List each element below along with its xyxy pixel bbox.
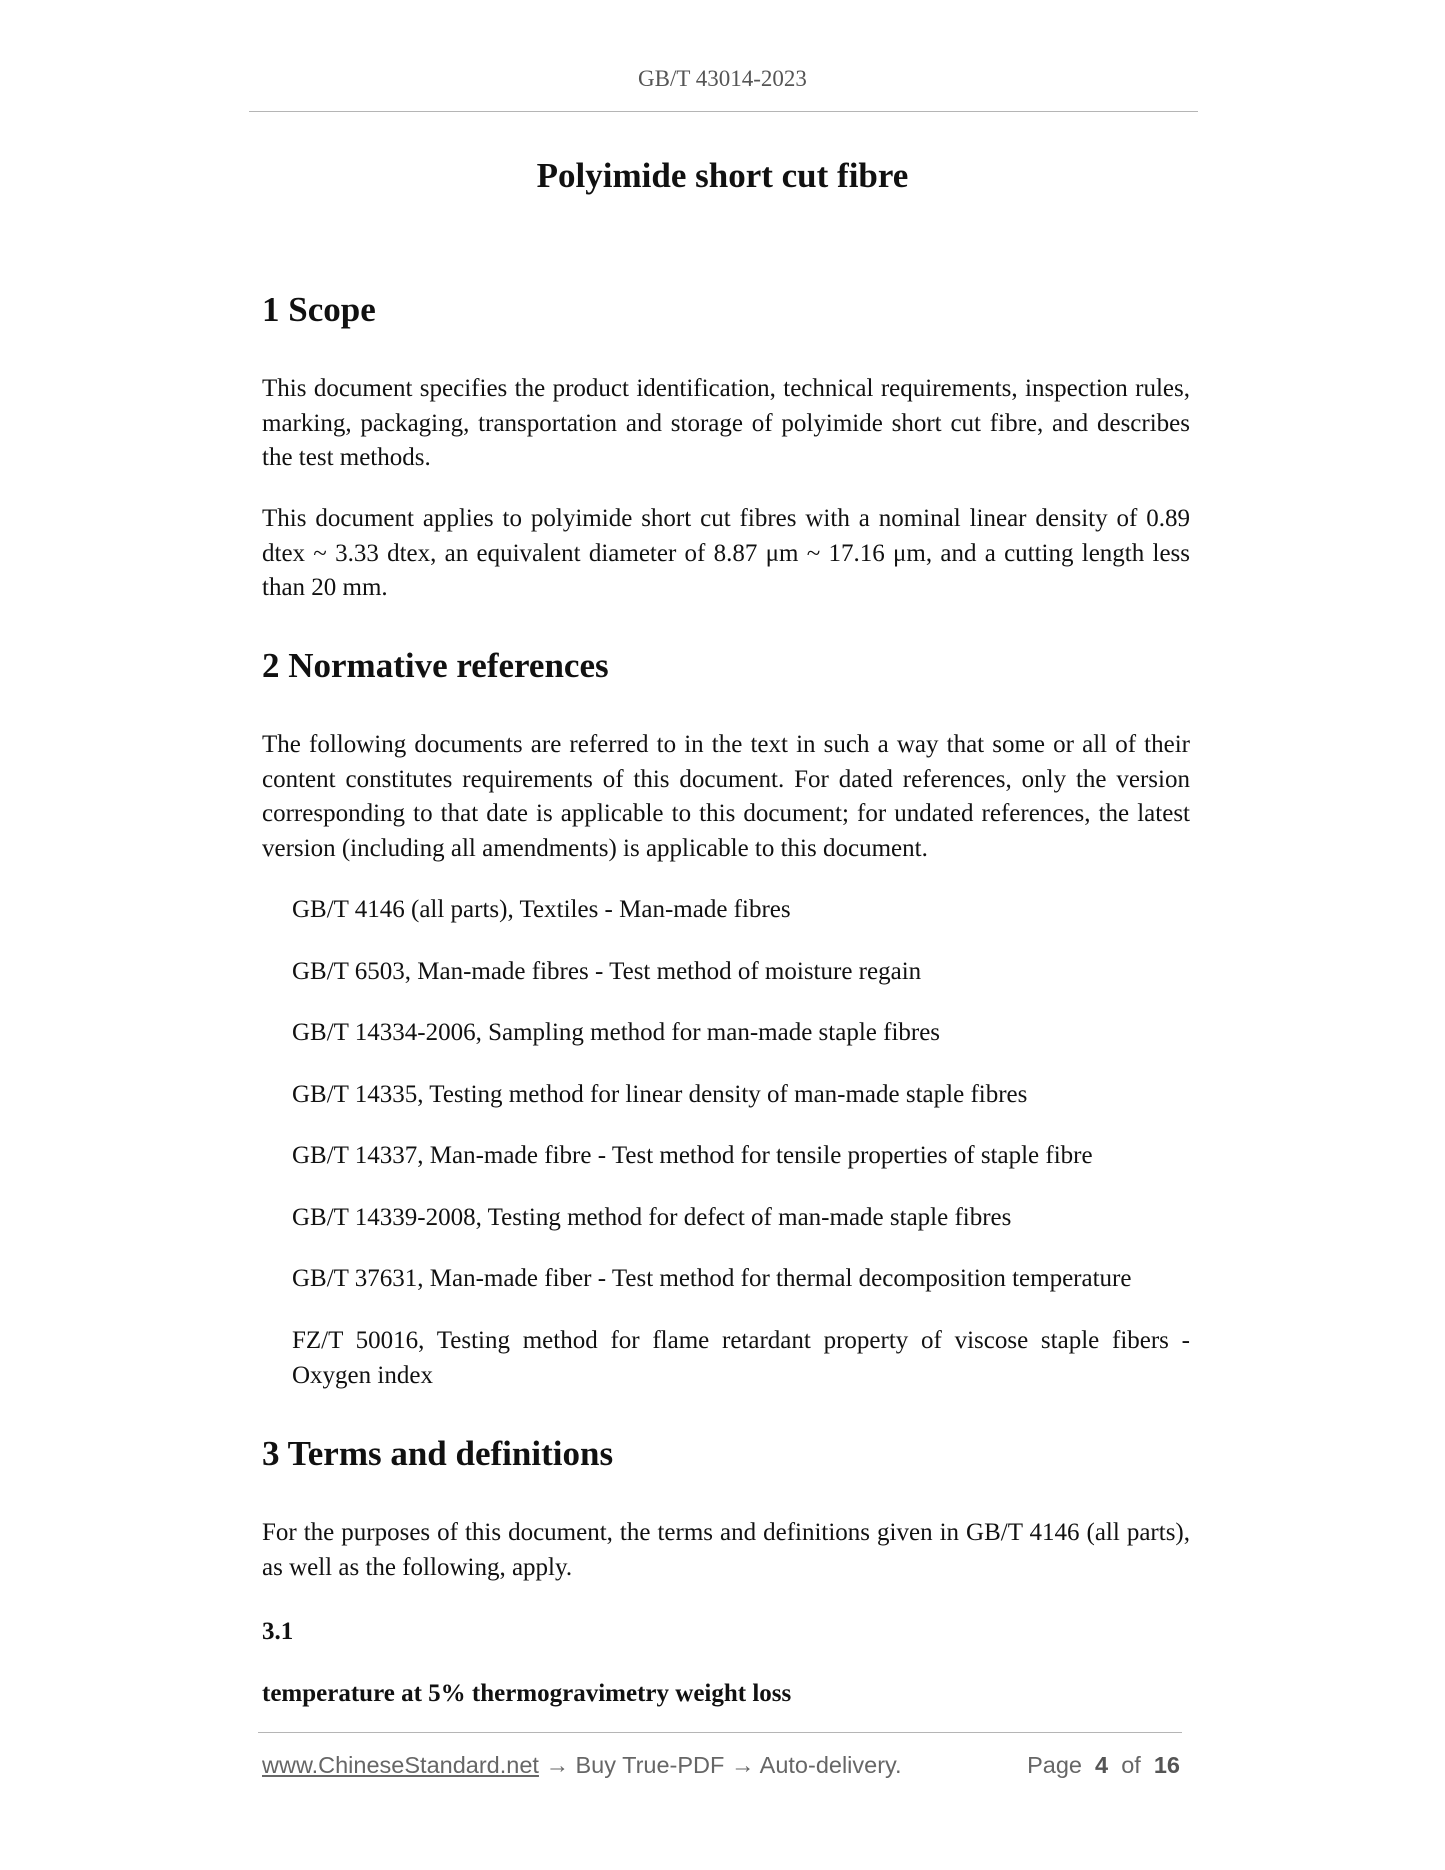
section-heading-normative-references: 2 Normative references	[262, 646, 609, 685]
footer-divider	[258, 1732, 1182, 1733]
header-standard-code: GB/T 43014-2023	[638, 66, 807, 91]
normative-intro-paragraph: The following documents are referred to in the text in such a way that some or all of their content constitutes requirements of this document. For dated references, only the version corresponding to that date is applicable to this document; for undated references, the latest version (including all amendments) is applicable to this document.	[262, 731, 1190, 862]
reference-item: GB/T 14339-2008, Testing method for defect of man-made staple fibres	[292, 1204, 1012, 1231]
reference-item: GB/T 14335, Testing method for linear density of man-made staple fibres	[292, 1081, 1028, 1108]
term-number: 3.1	[262, 1618, 294, 1645]
section-heading-terms-definitions: 3 Terms and definitions	[262, 1434, 614, 1473]
reference-item: GB/T 37631, Man-made fiber - Test method for thermal decomposition temperature	[292, 1265, 1132, 1292]
reference-item: GB/T 14337, Man-made fibre - Test method for tensile properties of staple fibre	[292, 1142, 1093, 1169]
page-label: Page	[1027, 1752, 1082, 1778]
scope-paragraph-2: This document applies to polyimide short cut fibres with a nominal linear density of 0.89 dtex ~ 3.33 dtex, an equivalent diameter of 8.87 μm ~ 17.16 μm, and a cutting length less than 20 mm.	[262, 505, 1190, 601]
terms-intro-paragraph: For the purposes of this document, the terms and definitions given in GB/T 4146 (all parts), as well as the following, apply.	[262, 1519, 1190, 1581]
chinesestandard-link[interactable]: www.ChineseStandard.net	[262, 1752, 539, 1778]
page-footer	[262, 1752, 1180, 1779]
document-title: Polyimide short cut fibre	[536, 156, 909, 195]
page-of-label: of	[1121, 1752, 1141, 1778]
term-title: temperature at 5% thermogravimetry weight loss	[262, 1680, 792, 1707]
page-current: 4	[1095, 1752, 1109, 1778]
section-heading-scope: 1 Scope	[262, 290, 376, 329]
reference-item: GB/T 4146 (all parts), Textiles - Man-made fibres	[292, 896, 791, 923]
reference-item: FZ/T 50016, Testing method for flame retardant property of viscose staple fibers - Oxygen index	[292, 1327, 1190, 1389]
reference-item: GB/T 14334-2006, Sampling method for man-made staple fibres	[292, 1019, 941, 1046]
footer-promo-text: → Buy True-PDF → Auto-delivery.	[538, 1752, 902, 1778]
page-indicator	[1027, 1752, 1180, 1779]
scope-paragraph-1: This document specifies the product identification, technical requirements, inspection rules, marking, packaging, transportation and storage of polyimide short cut fibre, and describes the test methods.	[262, 375, 1190, 471]
page-total: 16	[1153, 1752, 1180, 1778]
reference-item: GB/T 6503, Man-made fibres - Test method of moisture regain	[292, 958, 922, 985]
header-divider	[249, 111, 1198, 112]
